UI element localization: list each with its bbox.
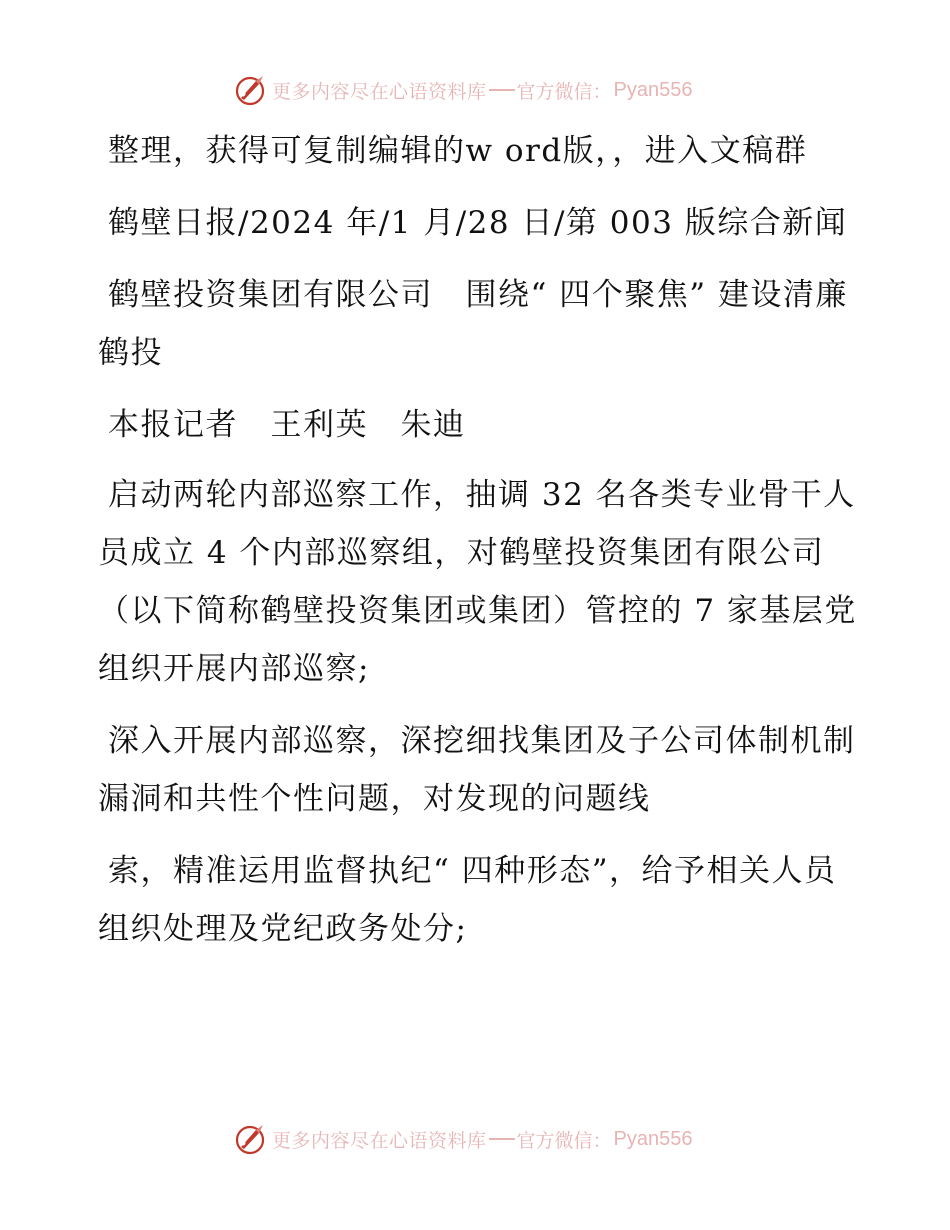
watermark-dash: [489, 1138, 515, 1140]
article-headline: 鹤壁投资集团有限公司 围绕“ 四个聚焦” 建设清廉鹤投: [98, 277, 848, 371]
watermark-wechat-label: 官方微信：: [516, 80, 612, 103]
intro-paragraph: 整理，获得可复制编辑的w ord版，，进入文稿群: [108, 133, 808, 169]
header-watermark: [232, 70, 693, 110]
watermark-dash: [489, 89, 515, 91]
article-body: [98, 122, 858, 972]
quill-logo-icon: [232, 1121, 268, 1157]
body-paragraph: 索，精准运用监督执纪“ 四种形态”，给予相关人员组织处理及党纪政务处分;: [98, 853, 837, 947]
body-paragraph: 启动两轮内部巡察工作，抽调 32 名各类专业骨干人员成立 4 个内部巡察组，对鹤壁投资集团有限公司（以下简称鹤壁投资集团或集团）管控的 7 家基层党组织开展内部巡察;: [98, 477, 857, 687]
watermark-wechat-label: 官方微信：: [516, 1129, 612, 1152]
watermark-wechat-id: Pyan556: [613, 1127, 693, 1150]
watermark-text: 更多内容尽在心语资料库: [272, 80, 487, 103]
quill-logo-icon: [232, 72, 268, 108]
source-line: 鹤壁日报/2024 年/1 月/28 日/第 003 版综合新闻: [108, 205, 848, 241]
body-paragraph: 深入开展内部巡察，深挖细找集团及子公司体制机制漏洞和共性个性问题，对发现的问题线: [98, 723, 856, 817]
footer-watermark: [232, 1119, 693, 1159]
watermark-text: 更多内容尽在心语资料库: [272, 1129, 487, 1152]
byline: 本报记者 王利英 朱迪: [108, 407, 466, 443]
watermark-wechat-id: Pyan556: [613, 78, 693, 101]
